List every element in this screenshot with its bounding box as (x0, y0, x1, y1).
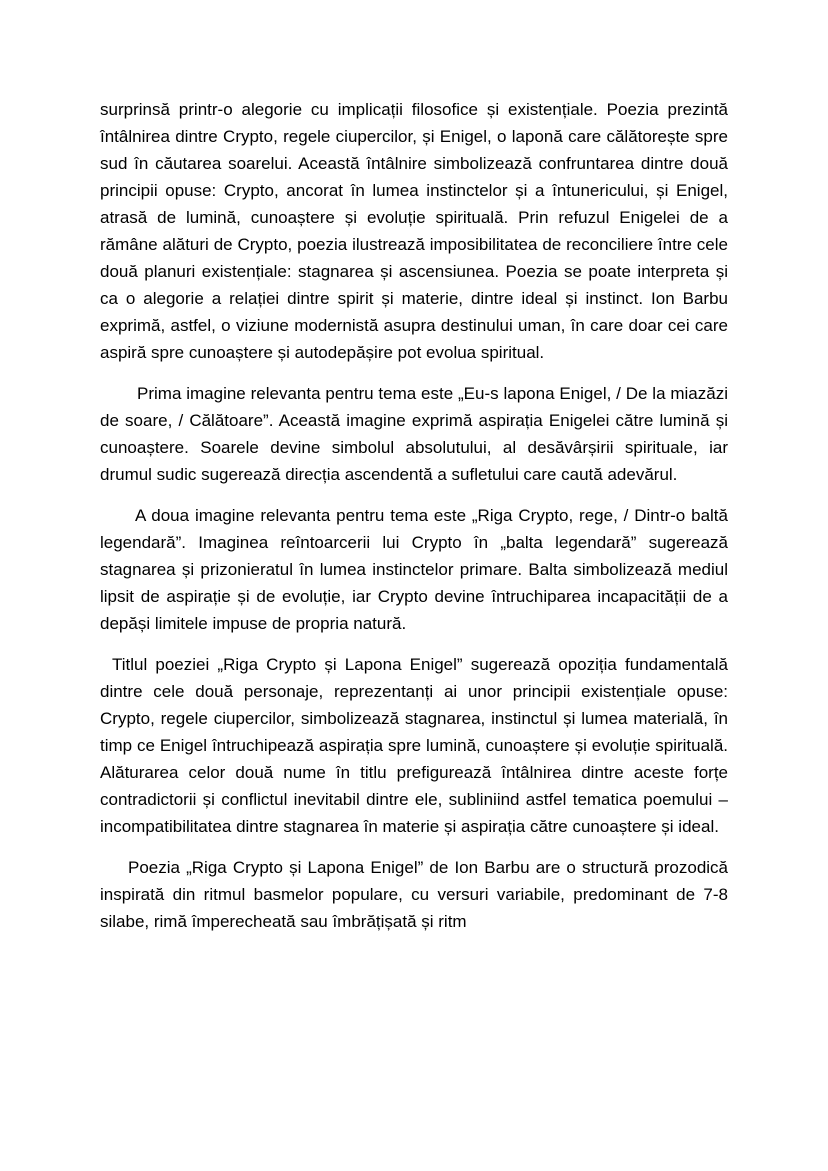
paragraph-title-analysis: Titlul poeziei „Riga Crypto și Lapona Enigel” sugerează opoziția fundamentală dintre cele două personaje, reprezentanți ai unor principii existențiale opuse: Crypto, regele ciupercilor, simbolizează stagnarea, instinctul și lumea materială, în timp ce Enigel întruchipează aspirația spre lumină, cunoaștere și evoluție spirituală. Alăturarea celor două nume în titlu prefigurează întâlnirea dintre aceste forțe contradictorii și conflictul inevitabil dintre ele, subliniind astfel tematica poemului – incompatibilitatea dintre stagnarea în materie și aspirația către cunoaștere și ideal. (100, 655, 728, 836)
paragraph-allegory: surprinsă printr-o alegorie cu implicații filosofice și existențiale. Poezia prezintă întâlnirea dintre Crypto, regele ciupercilor, și Enigel, o laponă care călătorește spre sud în căutarea soarelui. Această întâlnire simbolizează confruntarea dintre două principii opuse: Crypto, ancorat în lumea instinctelor și a întunericului, și Enigel, atrasă de lumină, cunoaștere și evoluție spirituală. Prin refuzul Enigelei de a rămâne alături de Crypto, poezia ilustrează imposibilitatea de reconciliere între cele două planuri existențiale: stagnarea și ascensiunea. Poezia se poate interpreta și ca o alegorie a relației dintre spirit și materie, dintre ideal și instinct. Ion Barbu exprimă, astfel, o viziune modernistă asupra destinului uman, în care doar cei care aspiră spre cunoaștere și autodepășire pot evolua spiritual. (100, 100, 728, 362)
paragraph-first-image: Prima imagine relevanta pentru tema este „Eu-s lapona Enigel, / De la miazăzi de soare, / Călătoare”. Această imagine exprimă aspirația Enigelei către lumină și cunoaștere. Soarele devine simbolul absolutului, al desăvârșirii spirituale, iar drumul sudic sugerează direcția ascendentă a sufletului care caută adevărul. (100, 384, 728, 484)
paragraph-prosody: Poezia „Riga Crypto și Lapona Enigel” de Ion Barbu are o structură prozodică inspirată din ritmul basmelor populare, cu versuri variabile, predominant de 7-8 silabe, rimă împerecheată sau îmbrățișată și ritm (100, 858, 728, 931)
document-page (100, 96, 728, 949)
paragraph-second-image: A doua imagine relevanta pentru tema este „Riga Crypto, rege, / Dintr-o baltă legendară”. Imaginea reîntoarcerii lui Crypto în „balta legendară” sugerează stagnarea și prizonieratul în lumea instinctelor primare. Balta simbolizează mediul lipsit de aspirație și de evoluție, iar Crypto devine întruchiparea incapacității de a depăși limitele impuse de propria natură. (100, 506, 728, 633)
